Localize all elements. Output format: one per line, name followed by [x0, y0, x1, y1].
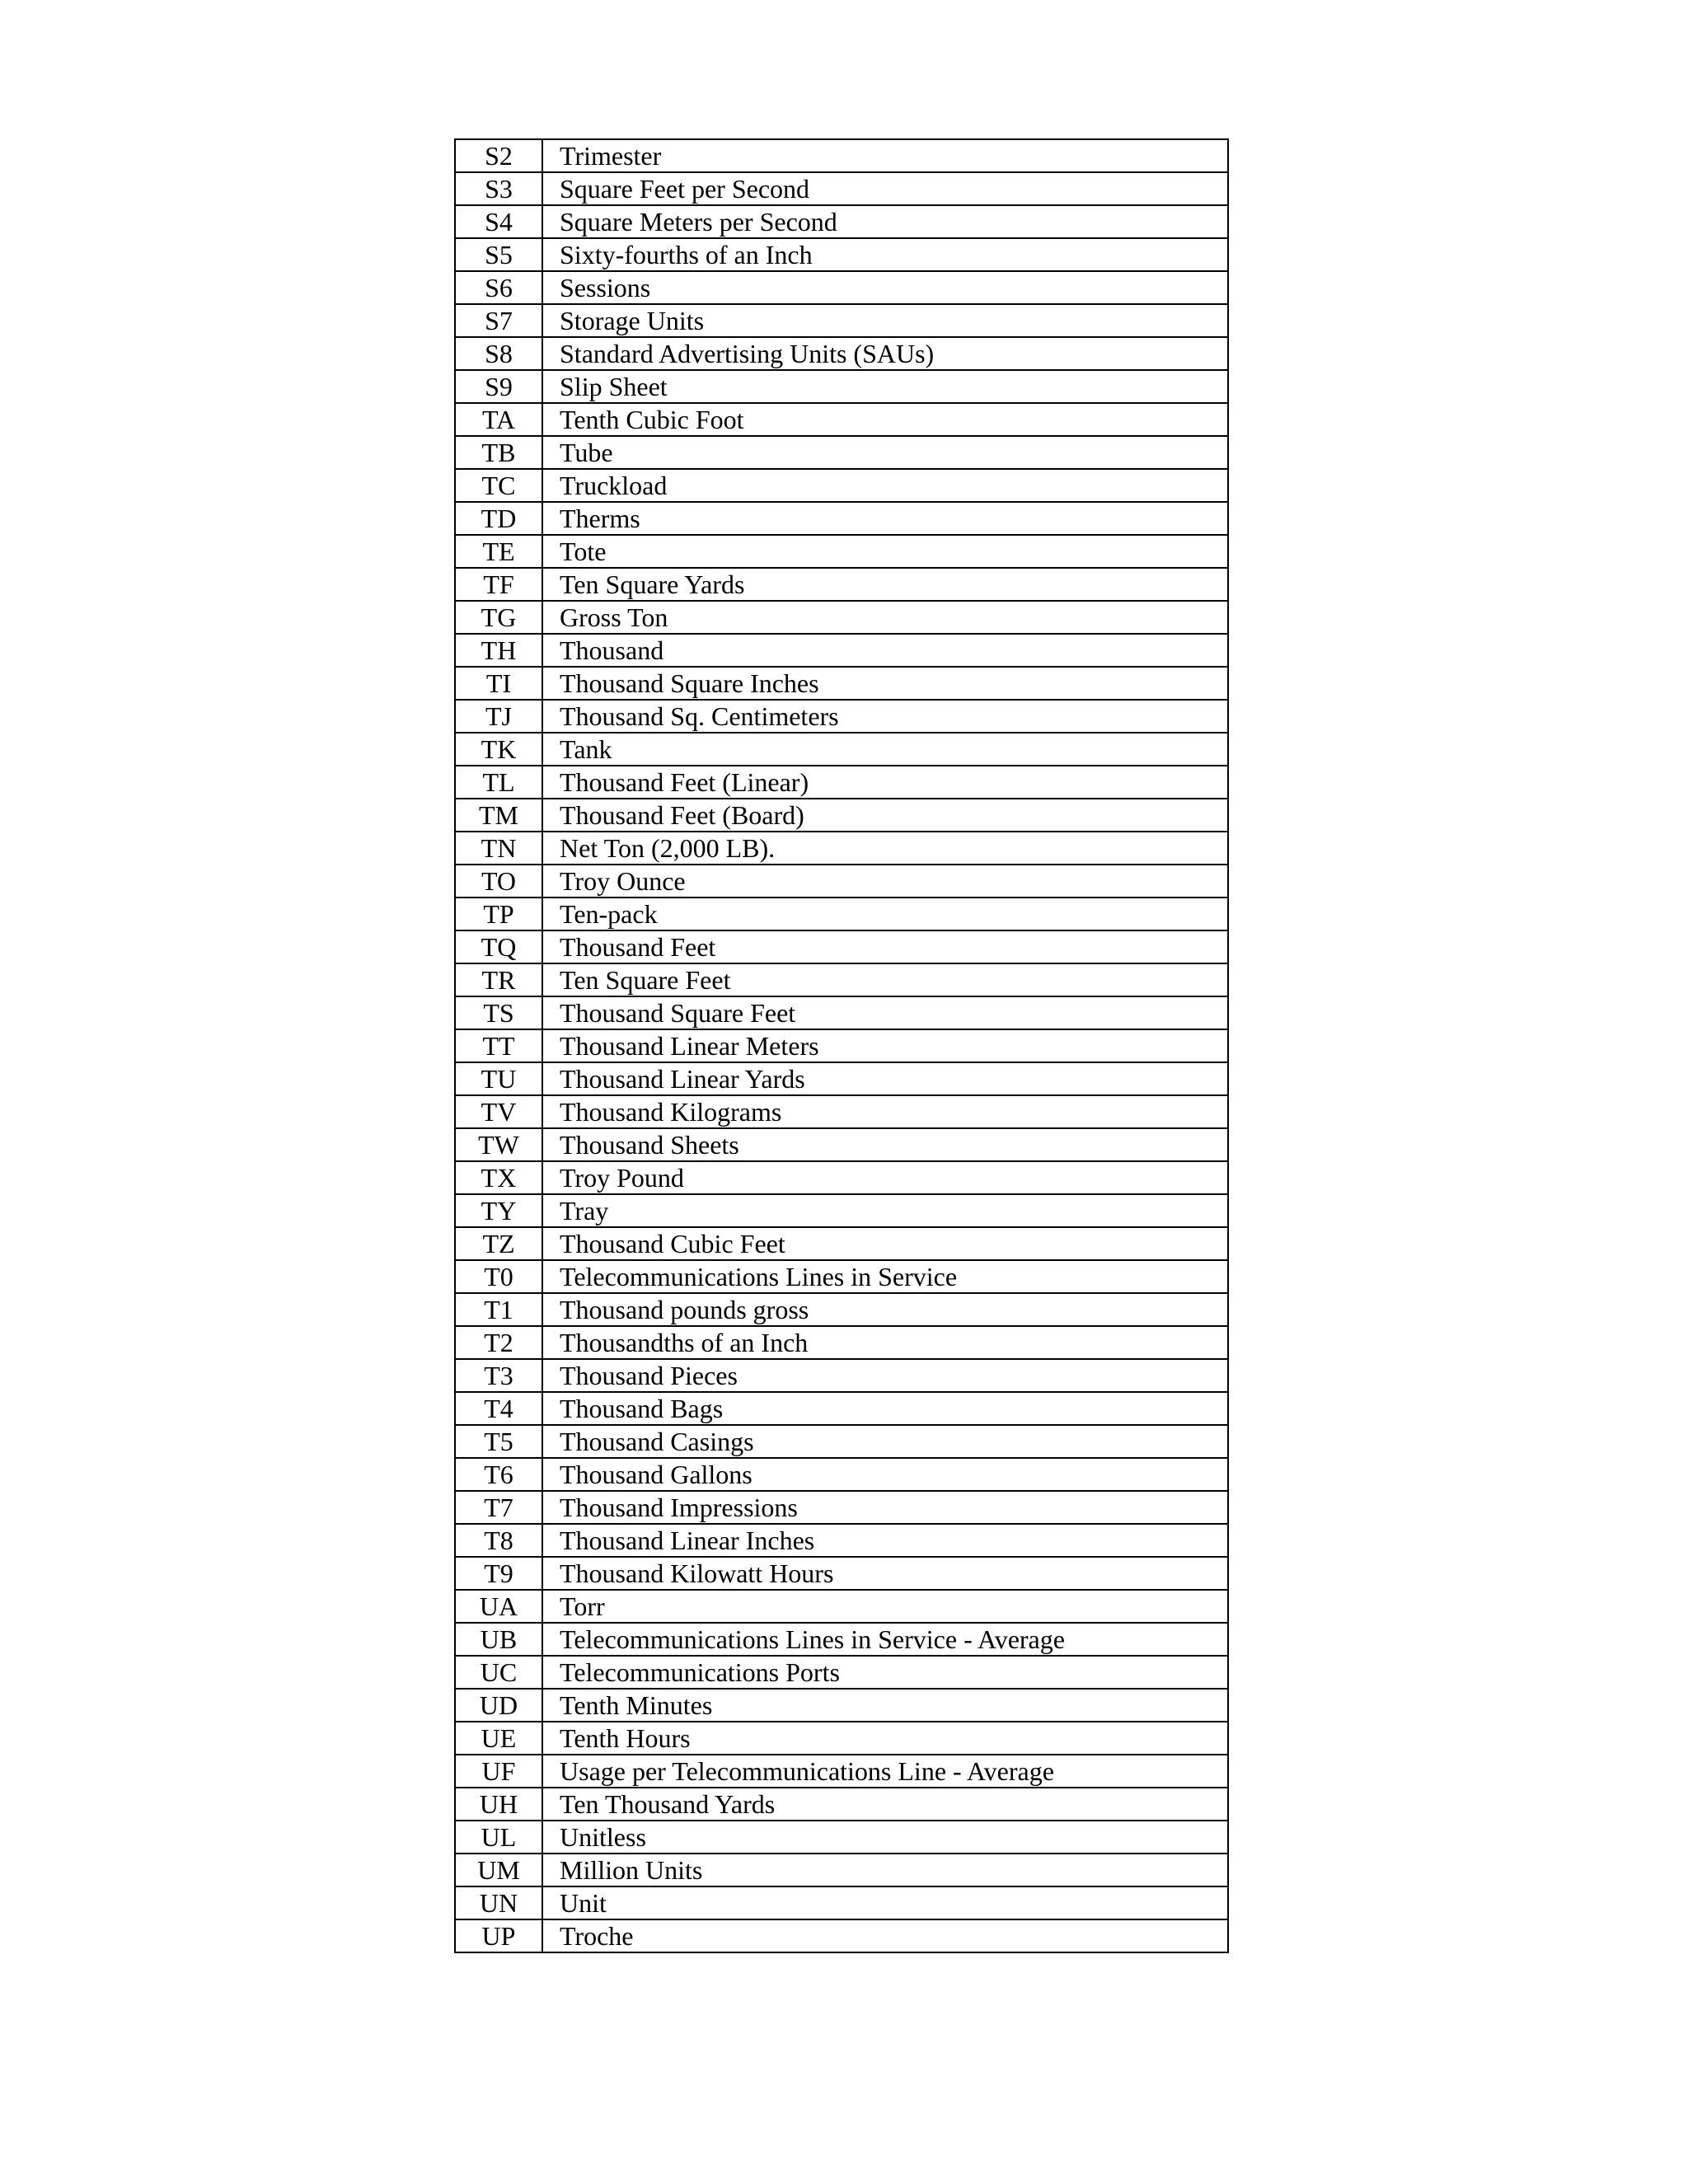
- unit-description-cell: Net Ton (2,000 LB).: [542, 832, 1228, 865]
- unit-code-cell: UC: [455, 1656, 542, 1689]
- unit-code-cell: UH: [455, 1788, 542, 1821]
- table-row: [455, 1821, 1228, 1854]
- unit-code-cell: TR: [455, 963, 542, 996]
- unit-description-cell: Thousand Feet: [542, 930, 1228, 963]
- unit-description-cell: Truckload: [542, 469, 1228, 502]
- unit-code-cell: TH: [455, 634, 542, 667]
- unit-code-cell: T0: [455, 1260, 542, 1293]
- unit-description-cell: Thousand Bags: [542, 1392, 1228, 1425]
- unit-description-cell: Sixty-fourths of an Inch: [542, 238, 1228, 271]
- unit-description-cell: Thousand Linear Inches: [542, 1524, 1228, 1557]
- unit-description-cell: Thousand Sq. Centimeters: [542, 700, 1228, 733]
- unit-code-cell: TY: [455, 1194, 542, 1227]
- unit-code-cell: TB: [455, 436, 542, 469]
- table-row: [455, 1359, 1228, 1392]
- unit-code-cell: TE: [455, 535, 542, 568]
- unit-description-cell: Gross Ton: [542, 601, 1228, 634]
- unit-of-measure-table: [454, 138, 1229, 1953]
- table-row: [455, 898, 1228, 930]
- table-row: [455, 1854, 1228, 1886]
- unit-description-cell: Thousand Gallons: [542, 1458, 1228, 1491]
- unit-code-cell: S5: [455, 238, 542, 271]
- unit-description-cell: Thousand Kilograms: [542, 1095, 1228, 1128]
- table-body: [455, 139, 1228, 1952]
- unit-description-cell: Ten Thousand Yards: [542, 1788, 1228, 1821]
- unit-code-cell: S9: [455, 370, 542, 403]
- unit-code-cell: TG: [455, 601, 542, 634]
- table-row: [455, 1886, 1228, 1919]
- unit-code-cell: TW: [455, 1128, 542, 1161]
- unit-code-cell: T9: [455, 1557, 542, 1590]
- unit-code-cell: TS: [455, 996, 542, 1029]
- unit-description-cell: Thousand pounds gross: [542, 1293, 1228, 1326]
- table-row: [455, 172, 1228, 205]
- unit-code-cell: T8: [455, 1524, 542, 1557]
- unit-code-cell: TU: [455, 1062, 542, 1095]
- unit-description-cell: Tray: [542, 1194, 1228, 1227]
- unit-description-cell: Thousand Linear Meters: [542, 1029, 1228, 1062]
- table-row: [455, 1755, 1228, 1788]
- unit-code-cell: TP: [455, 898, 542, 930]
- unit-code-cell: S8: [455, 337, 542, 370]
- unit-description-cell: Troy Ounce: [542, 865, 1228, 898]
- table-row: [455, 370, 1228, 403]
- table-row: [455, 634, 1228, 667]
- unit-code-cell: UD: [455, 1689, 542, 1722]
- table-row: [455, 996, 1228, 1029]
- table-row: [455, 1194, 1228, 1227]
- table-row: [455, 535, 1228, 568]
- unit-description-cell: Square Meters per Second: [542, 205, 1228, 238]
- table-row: [455, 667, 1228, 700]
- unit-code-cell: TT: [455, 1029, 542, 1062]
- unit-code-cell: T1: [455, 1293, 542, 1326]
- table-row: [455, 1656, 1228, 1689]
- unit-description-cell: Million Units: [542, 1854, 1228, 1886]
- unit-description-cell: Thousand Feet (Board): [542, 799, 1228, 832]
- unit-description-cell: Slip Sheet: [542, 370, 1228, 403]
- table-row: [455, 832, 1228, 865]
- table-row: [455, 568, 1228, 601]
- table-row: [455, 1128, 1228, 1161]
- table-row: [455, 865, 1228, 898]
- table-row: [455, 1425, 1228, 1458]
- unit-code-cell: TK: [455, 733, 542, 766]
- unit-description-cell: Ten Square Yards: [542, 568, 1228, 601]
- table-row: [455, 1689, 1228, 1722]
- unit-code-cell: UF: [455, 1755, 542, 1788]
- table-row: [455, 502, 1228, 535]
- unit-description-cell: Tote: [542, 535, 1228, 568]
- table-row: [455, 1260, 1228, 1293]
- unit-code-cell: T6: [455, 1458, 542, 1491]
- table-row: [455, 139, 1228, 172]
- unit-description-cell: Ten-pack: [542, 898, 1228, 930]
- table-row: [455, 1095, 1228, 1128]
- table-row: [455, 1491, 1228, 1524]
- unit-code-cell: TO: [455, 865, 542, 898]
- unit-description-cell: Tenth Cubic Foot: [542, 403, 1228, 436]
- unit-description-cell: Storage Units: [542, 304, 1228, 337]
- table-row: [455, 469, 1228, 502]
- table-row: [455, 1524, 1228, 1557]
- table-row: [455, 799, 1228, 832]
- unit-description-cell: Thousand Square Feet: [542, 996, 1228, 1029]
- table-row: [455, 1029, 1228, 1062]
- unit-description-cell: Telecommunications Lines in Service: [542, 1260, 1228, 1293]
- unit-description-cell: Tube: [542, 436, 1228, 469]
- unit-description-cell: Telecommunications Lines in Service - Average: [542, 1623, 1228, 1656]
- unit-code-cell: TX: [455, 1161, 542, 1194]
- table-row: [455, 700, 1228, 733]
- table-row: [455, 271, 1228, 304]
- unit-code-cell: S3: [455, 172, 542, 205]
- unit-code-cell: UP: [455, 1919, 542, 1952]
- unit-code-cell: S4: [455, 205, 542, 238]
- unit-code-cell: TD: [455, 502, 542, 535]
- table-row: [455, 1293, 1228, 1326]
- unit-code-cell: TZ: [455, 1227, 542, 1260]
- table-row: [455, 1722, 1228, 1755]
- unit-description-cell: Thousand Square Inches: [542, 667, 1228, 700]
- unit-description-cell: Thousand Impressions: [542, 1491, 1228, 1524]
- unit-description-cell: Square Feet per Second: [542, 172, 1228, 205]
- unit-code-cell: UN: [455, 1886, 542, 1919]
- unit-description-cell: Thousand Pieces: [542, 1359, 1228, 1392]
- unit-description-cell: Unitless: [542, 1821, 1228, 1854]
- unit-description-cell: Thousand Sheets: [542, 1128, 1228, 1161]
- table-row: [455, 1161, 1228, 1194]
- unit-code-cell: T7: [455, 1491, 542, 1524]
- unit-description-cell: Therms: [542, 502, 1228, 535]
- unit-description-cell: Ten Square Feet: [542, 963, 1228, 996]
- unit-code-cell: TI: [455, 667, 542, 700]
- table-row: [455, 1919, 1228, 1952]
- unit-description-cell: Tank: [542, 733, 1228, 766]
- table-row: [455, 1557, 1228, 1590]
- unit-code-cell: TJ: [455, 700, 542, 733]
- table-row: [455, 205, 1228, 238]
- table-row: [455, 1227, 1228, 1260]
- unit-description-cell: Thousand Kilowatt Hours: [542, 1557, 1228, 1590]
- unit-code-cell: UE: [455, 1722, 542, 1755]
- unit-code-cell: UM: [455, 1854, 542, 1886]
- unit-code-cell: T2: [455, 1326, 542, 1359]
- table-row: [455, 1458, 1228, 1491]
- unit-description-cell: Standard Advertising Units (SAUs): [542, 337, 1228, 370]
- unit-code-cell: TC: [455, 469, 542, 502]
- unit-code-cell: T3: [455, 1359, 542, 1392]
- table-row: [455, 403, 1228, 436]
- table-row: [455, 963, 1228, 996]
- unit-code-cell: TF: [455, 568, 542, 601]
- unit-code-cell: TV: [455, 1095, 542, 1128]
- unit-description-cell: Thousand Cubic Feet: [542, 1227, 1228, 1260]
- table-row: [455, 238, 1228, 271]
- unit-code-cell: TM: [455, 799, 542, 832]
- unit-code-cell: S7: [455, 304, 542, 337]
- unit-code-cell: TL: [455, 766, 542, 799]
- table-row: [455, 304, 1228, 337]
- unit-code-cell: UB: [455, 1623, 542, 1656]
- unit-description-cell: Telecommunications Ports: [542, 1656, 1228, 1689]
- unit-description-cell: Thousandths of an Inch: [542, 1326, 1228, 1359]
- unit-description-cell: Troche: [542, 1919, 1228, 1952]
- table-row: [455, 1326, 1228, 1359]
- table-row: [455, 337, 1228, 370]
- unit-code-cell: T4: [455, 1392, 542, 1425]
- unit-description-cell: Trimester: [542, 139, 1228, 172]
- unit-code-cell: TN: [455, 832, 542, 865]
- unit-code-cell: T5: [455, 1425, 542, 1458]
- unit-description-cell: Torr: [542, 1590, 1228, 1623]
- unit-description-cell: Usage per Telecommunications Line - Average: [542, 1755, 1228, 1788]
- unit-code-cell: UL: [455, 1821, 542, 1854]
- table-row: [455, 1788, 1228, 1821]
- table-row: [455, 1062, 1228, 1095]
- unit-description-cell: Tenth Minutes: [542, 1689, 1228, 1722]
- unit-description-cell: Thousand Linear Yards: [542, 1062, 1228, 1095]
- unit-code-cell: TQ: [455, 930, 542, 963]
- table-row: [455, 1392, 1228, 1425]
- unit-description-cell: Sessions: [542, 271, 1228, 304]
- table-row: [455, 930, 1228, 963]
- table-row: [455, 1590, 1228, 1623]
- unit-description-cell: Tenth Hours: [542, 1722, 1228, 1755]
- unit-code-cell: S6: [455, 271, 542, 304]
- table-row: [455, 1623, 1228, 1656]
- unit-description-cell: Unit: [542, 1886, 1228, 1919]
- table-row: [455, 766, 1228, 799]
- unit-code-cell: S2: [455, 139, 542, 172]
- table-row: [455, 733, 1228, 766]
- table-row: [455, 436, 1228, 469]
- unit-description-cell: Thousand: [542, 634, 1228, 667]
- unit-code-cell: TA: [455, 403, 542, 436]
- unit-code-cell: UA: [455, 1590, 542, 1623]
- unit-description-cell: Thousand Feet (Linear): [542, 766, 1228, 799]
- unit-description-cell: Troy Pound: [542, 1161, 1228, 1194]
- unit-description-cell: Thousand Casings: [542, 1425, 1228, 1458]
- table-row: [455, 601, 1228, 634]
